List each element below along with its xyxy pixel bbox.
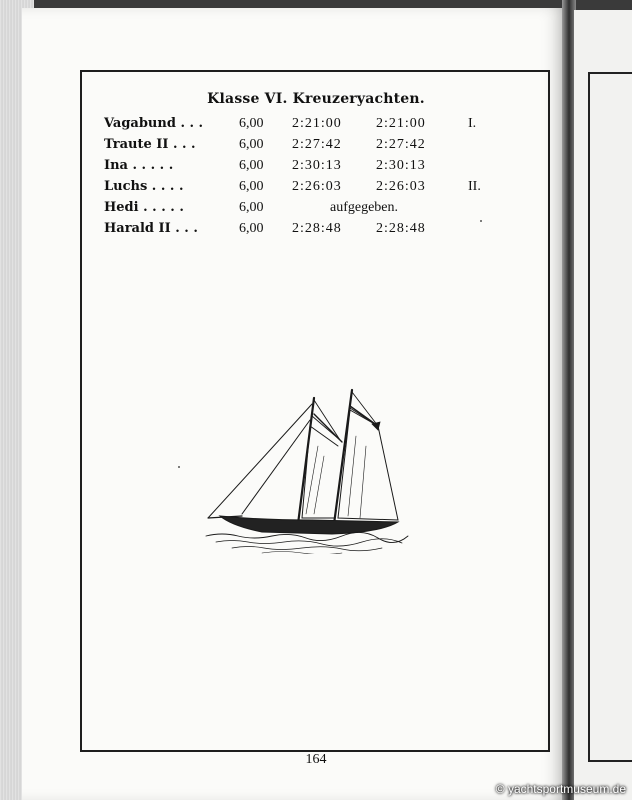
elapsed-time: 2:26:03: [292, 179, 342, 194]
yacht-name: Ina . . . . .: [104, 158, 174, 173]
schooner-illustration: [202, 386, 412, 554]
placing: II.: [468, 179, 481, 194]
elapsed-time: 2:30:13: [292, 158, 342, 173]
corrected-time: 2:21:00: [376, 116, 426, 131]
corrected-time: 2:26:03: [376, 179, 426, 194]
corrected-time: 2:30:13: [376, 158, 426, 173]
placing: I.: [468, 116, 477, 131]
elapsed-time: 2:21:00: [292, 116, 342, 131]
results-row: [0, 116, 632, 136]
results-row: [0, 179, 632, 199]
yacht-name: Hedi . . . . .: [104, 200, 184, 215]
results-row: [0, 158, 632, 178]
corrected-time: 2:28:48: [376, 221, 426, 236]
rating-factor: 6,00: [239, 116, 264, 131]
yacht-name: Harald II . . .: [104, 221, 198, 236]
class-heading: Klasse VI. Kreuzeryachten.: [207, 91, 425, 107]
paper-speck: [480, 220, 482, 222]
rating-factor: 6,00: [239, 137, 264, 152]
yacht-name: Vagabund . . .: [104, 116, 204, 131]
rating-factor: 6,00: [239, 158, 264, 173]
page-number: 164: [305, 752, 327, 767]
rating-factor: 6,00: [239, 200, 264, 215]
rating-factor: 6,00: [239, 179, 264, 194]
elapsed-time: 2:28:48: [292, 221, 342, 236]
elapsed-time: 2:27:42: [292, 137, 342, 152]
results-row: [0, 137, 632, 157]
yacht-name: Luchs . . . .: [104, 179, 184, 194]
rating-factor: 6,00: [239, 221, 264, 236]
results-row: [0, 200, 632, 220]
results-row: [0, 221, 632, 241]
corrected-time: 2:27:42: [376, 137, 426, 152]
watermark: © yachtsportmuseum.de: [495, 782, 626, 796]
paper-speck: [178, 466, 180, 468]
yacht-name: Traute II . . .: [104, 137, 196, 152]
retired-note: aufgegeben.: [330, 200, 399, 215]
